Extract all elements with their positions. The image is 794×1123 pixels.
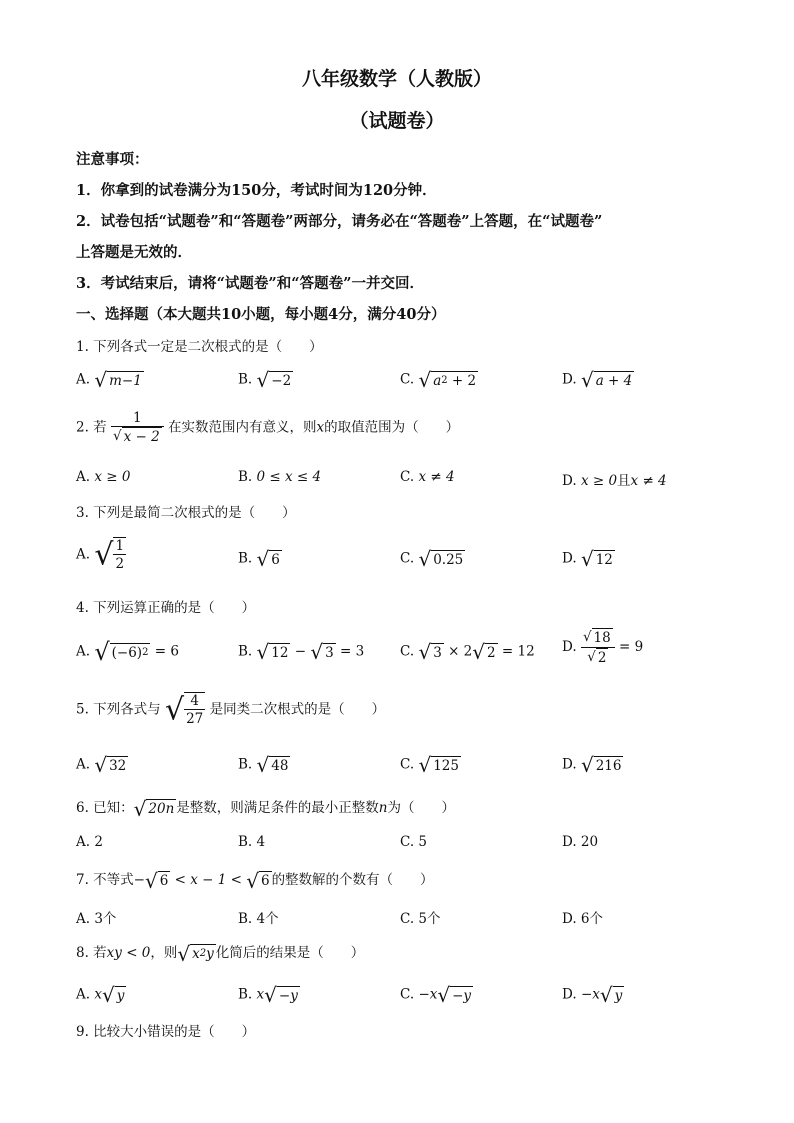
section-1-heading: 一、选择题（本大题共10小题，每小题4分，满分40分） (76, 306, 446, 323)
question-6-stem: 6. 已知：√ 20n 是整数，则满足条件的最小正整数n为（ ） (76, 796, 455, 821)
question-5-option-c: C. √ 125 (400, 753, 459, 777)
question-4-option-a: A. √ $(-6)^2 = 6$ (76, 638, 179, 666)
question-1-option-a: A. √ m−1 (76, 368, 142, 392)
question-2-option-a: A. x ≥ 0 (76, 469, 131, 485)
question-1-option-b: B. √ −2 (238, 368, 292, 392)
question-2-option-c: C. x ≠ 4 (400, 469, 455, 485)
question-8-option-b: B. x√ −y (238, 983, 298, 1007)
question-5-option-a: A. √ 32 (76, 753, 127, 777)
question-3-option-c: C. √ 0.25 (400, 547, 464, 571)
notice-item-2-line-1: 2．试卷包括“试题卷”和“答题卷”两部分，请务必在“答题卷”上答题，在“试题卷” (76, 213, 603, 230)
question-2-option-d: D. x ≥ 0且x ≠ 4 (562, 473, 667, 489)
question-4-stem: 4. 下列运算正确的是（ ） (76, 600, 256, 616)
question-7-option-c: C. 5个 (400, 911, 441, 927)
notice-heading: 注意事项： (76, 151, 149, 168)
question-2-option-b: B. 0 ≤ x ≤ 4 (238, 469, 322, 485)
question-8-option-c: C. −x√ −y (400, 983, 472, 1007)
question-5-stem: 5. 下列各式与 √ $\frac{4}{27}$ 是同类二次根式的是（ ） (76, 692, 386, 728)
question-2-stem: 2. 若 $\frac{1}{√ x - 2}$ 在实数范围内有意义，则x的取值范围为（ ） (76, 410, 460, 445)
question-6-option-d: D. 20 (562, 834, 599, 850)
notice-item-1: 1．你拿到的试卷满分为150分，考试时间为120分钟． (76, 182, 437, 199)
question-6-option-b: B. 4 (238, 834, 266, 850)
question-5-option-b: B. √ 48 (238, 753, 289, 777)
question-1-option-c: C. √ $a^2 + 2$ (400, 368, 477, 392)
question-7-stem: 7. 不等式−√ 6 < x − 1 < √ 6 的整数解的个数有（ ） (76, 868, 434, 893)
question-4-option-b: B. √ 12 − √ 3 = 3 (238, 640, 365, 664)
question-3-stem: 3. 下列是最简二次根式的是（ ） (76, 505, 296, 521)
notice-item-3: 3．考试结束后，请将“试题卷”和“答题卷”一并交回． (76, 275, 424, 292)
question-7-option-b: B. 4个 (238, 911, 279, 927)
question-6-option-a: A. 2 (76, 834, 103, 850)
question-3-option-b: B. √ 6 (238, 547, 280, 571)
question-7-option-a: A. 3个 (76, 911, 117, 927)
notice-item-2-line-2: 上答题是无效的． (76, 244, 192, 261)
question-8-option-a: A. x√ y (76, 983, 125, 1007)
question-4-option-c: C. √ 3 × 2√ 2 = 12 (400, 640, 535, 664)
question-7-option-d: D. 6个 (562, 911, 604, 927)
page-title: 八年级数学（人教版） (301, 68, 492, 90)
question-4-option-d: D. $\frac{√ 18}{√ 2}$ = 9 (562, 629, 644, 666)
question-3-option-d: D. √ 12 (562, 547, 613, 571)
page-subtitle: （试题卷） (349, 110, 445, 132)
question-8-stem: 8. 若xy < 0，则√ $x^2y$ 化简后的结果是（ ） (76, 941, 365, 966)
question-8-option-d: D. −x√ y (562, 983, 623, 1007)
question-1-option-d: D. √ a + 4 (562, 368, 633, 392)
question-9-stem: 9. 比较大小错误的是（ ） (76, 1024, 256, 1040)
question-6-option-c: C. 5 (400, 834, 428, 850)
question-3-option-a: A. √ $\frac{1}{2}$ (76, 537, 125, 573)
question-5-option-d: D. √ 216 (562, 753, 622, 777)
question-1-stem: 1. 下列各式一定是二次根式的是（ ） (76, 339, 323, 355)
